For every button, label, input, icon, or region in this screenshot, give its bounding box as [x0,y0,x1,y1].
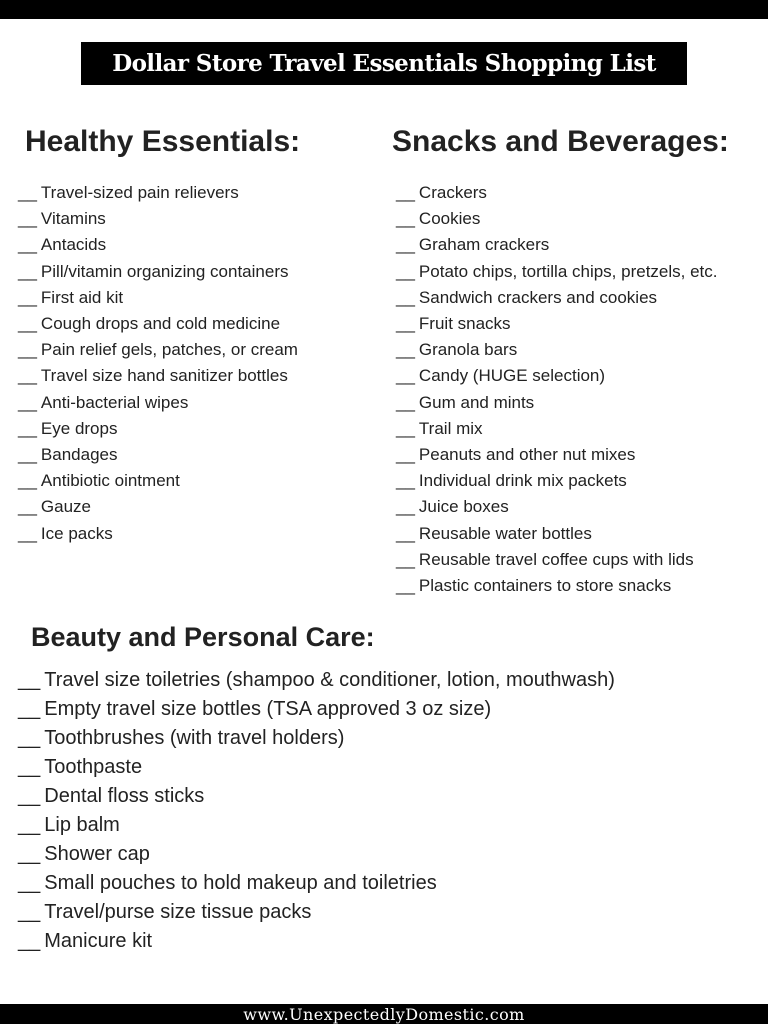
item-label: Manicure kit [44,930,153,952]
checkbox-blank: __ [18,698,41,720]
checklist-item [18,782,615,811]
checkbox-blank: __ [18,930,41,952]
checkbox-blank: __ [396,523,415,543]
item-label: Vitamins [40,209,106,229]
checkbox-blank: __ [18,669,41,691]
checklist-item [18,363,300,389]
top-bar [0,0,768,19]
checklist-item [18,206,300,232]
item-label: Individual drink mix packets [418,471,627,491]
item-label: Plastic containers to store snacks [418,576,672,596]
checklist-item [18,259,300,285]
checklist-item [396,285,729,311]
item-label: Travel size hand sanitizer bottles [40,366,288,386]
checklist-item [396,363,729,389]
checklist [18,180,300,547]
item-label: Crackers [418,183,487,202]
checklist-item [396,180,729,206]
item-label: Eye drops [40,418,118,438]
item-label: Small pouches to hold makeup and toiletries [44,872,437,894]
checklist-item [396,206,729,232]
checklist-item [18,927,615,956]
checklist-item [396,416,729,442]
item-label: Anti-bacterial wipes [40,392,189,412]
checkbox-blank: __ [396,392,415,412]
checkbox-blank: __ [396,183,415,202]
checkbox-blank: __ [18,523,37,543]
checklist-item [18,869,615,898]
checklist-item [396,337,729,363]
page-title: Dollar Store Travel Essentials Shopping List [112,50,656,77]
checklist-item [18,840,615,869]
checkbox-blank: __ [18,340,37,360]
checklist-item [18,442,300,468]
checklist-item [18,416,300,442]
checkbox-blank: __ [18,814,41,836]
checkbox-blank: __ [18,366,37,386]
checkbox-blank: __ [18,471,37,491]
checkbox-blank: __ [18,261,37,281]
checkbox-blank: __ [396,366,415,386]
item-label: Travel/purse size tissue packs [44,901,312,923]
item-label: Bandages [40,445,118,465]
checkbox-blank: __ [18,756,41,778]
checkbox-blank: __ [396,314,415,334]
checklist-item [396,232,729,258]
checklist-item [396,521,729,547]
section-heading: Healthy Essentials: [25,125,301,158]
item-label: Sandwich crackers and cookies [418,287,658,307]
item-label: Cookies [418,209,481,229]
checkbox-blank: __ [18,235,37,255]
item-label: Travel-sized pain relievers [40,183,239,202]
checkbox-blank: __ [396,287,415,307]
item-label: Pain relief gels, patches, or cream [40,340,298,360]
item-label: Juice boxes [418,497,509,517]
checkbox-blank: __ [396,445,415,465]
checklist-item [18,337,300,363]
checkbox-blank: __ [18,445,37,465]
checklist-item [18,753,615,782]
section-healthy-essentials [18,124,301,547]
item-label: Antibiotic ointment [40,471,180,491]
item-label: Reusable travel coffee cups with lids [418,549,694,569]
checkbox-blank: __ [18,314,37,334]
checkbox-blank: __ [18,209,37,229]
checkbox-blank: __ [18,287,37,307]
section-snacks-beverages [392,124,729,599]
checkbox-blank: __ [396,549,415,569]
item-label: Fruit snacks [418,314,511,334]
checklist [396,180,729,599]
item-label: First aid kit [40,287,124,307]
item-label: Toothpaste [44,756,143,778]
checklist [18,666,615,956]
checkbox-blank: __ [396,235,415,255]
checklist-item [396,573,729,599]
checklist-item [18,180,300,206]
checklist-item [396,442,729,468]
checkbox-blank: __ [396,418,415,438]
section-beauty-personal-care [18,620,615,956]
title-banner [81,42,687,85]
footer-url: www.UnexpectedlyDomestic.com [243,1004,525,1024]
item-label: Antacids [40,235,107,255]
checkbox-blank: __ [18,843,41,865]
item-label: Empty travel size bottles (TSA approved 3 oz size) [44,698,492,720]
checkbox-blank: __ [396,340,415,360]
item-label: Peanuts and other nut mixes [418,445,636,465]
checklist-item [396,311,729,337]
item-label: Lip balm [44,814,120,836]
checkbox-blank: __ [396,576,415,596]
item-label: Candy (HUGE selection) [418,366,606,386]
item-label: Pill/vitamin organizing containers [40,261,289,281]
checkbox-blank: __ [18,901,41,923]
checklist-item [396,468,729,494]
item-label: Toothbrushes (with travel holders) [44,727,345,749]
checkbox-blank: __ [18,183,37,202]
item-label: Shower cap [44,843,150,865]
checkbox-blank: __ [396,261,415,281]
checkbox-blank: __ [18,785,41,807]
checkbox-blank: __ [18,872,41,894]
item-label: Reusable water bottles [418,523,592,543]
checkbox-blank: __ [18,727,41,749]
checklist-item [18,898,615,927]
item-label: Gum and mints [418,392,535,412]
item-label: Dental floss sticks [44,785,205,807]
checklist-item [18,666,615,695]
item-label: Potato chips, tortilla chips, pretzels, etc. [418,261,718,281]
item-label: Trail mix [418,418,483,438]
footer-bar [0,1004,768,1024]
checklist-item [18,494,300,520]
checklist-item [18,811,615,840]
checklist-item [18,724,615,753]
checklist-item [396,390,729,416]
checklist-item [18,311,300,337]
item-label: Ice packs [40,523,113,543]
checklist-item [396,547,729,573]
checkbox-blank: __ [396,497,415,517]
checkbox-blank: __ [18,418,37,438]
item-label: Cough drops and cold medicine [40,314,281,334]
section-heading: Snacks and Beverages: [392,125,729,158]
checklist-item [396,259,729,285]
checkbox-blank: __ [396,471,415,491]
item-label: Travel size toiletries (shampoo & conditioner, lotion, mouthwash) [44,669,615,691]
checklist-item [18,521,300,547]
checkbox-blank: __ [18,392,37,412]
section-heading: Beauty and Personal Care: [31,622,375,652]
checklist-item [18,232,300,258]
item-label: Graham crackers [418,235,550,255]
checklist-item [18,468,300,494]
checklist-item [396,494,729,520]
item-label: Granola bars [418,340,518,360]
item-label: Gauze [40,497,92,517]
checklist-item [18,285,300,311]
checkbox-blank: __ [18,497,37,517]
checkbox-blank: __ [396,209,415,229]
checklist-item [18,695,615,724]
checklist-item [18,390,300,416]
